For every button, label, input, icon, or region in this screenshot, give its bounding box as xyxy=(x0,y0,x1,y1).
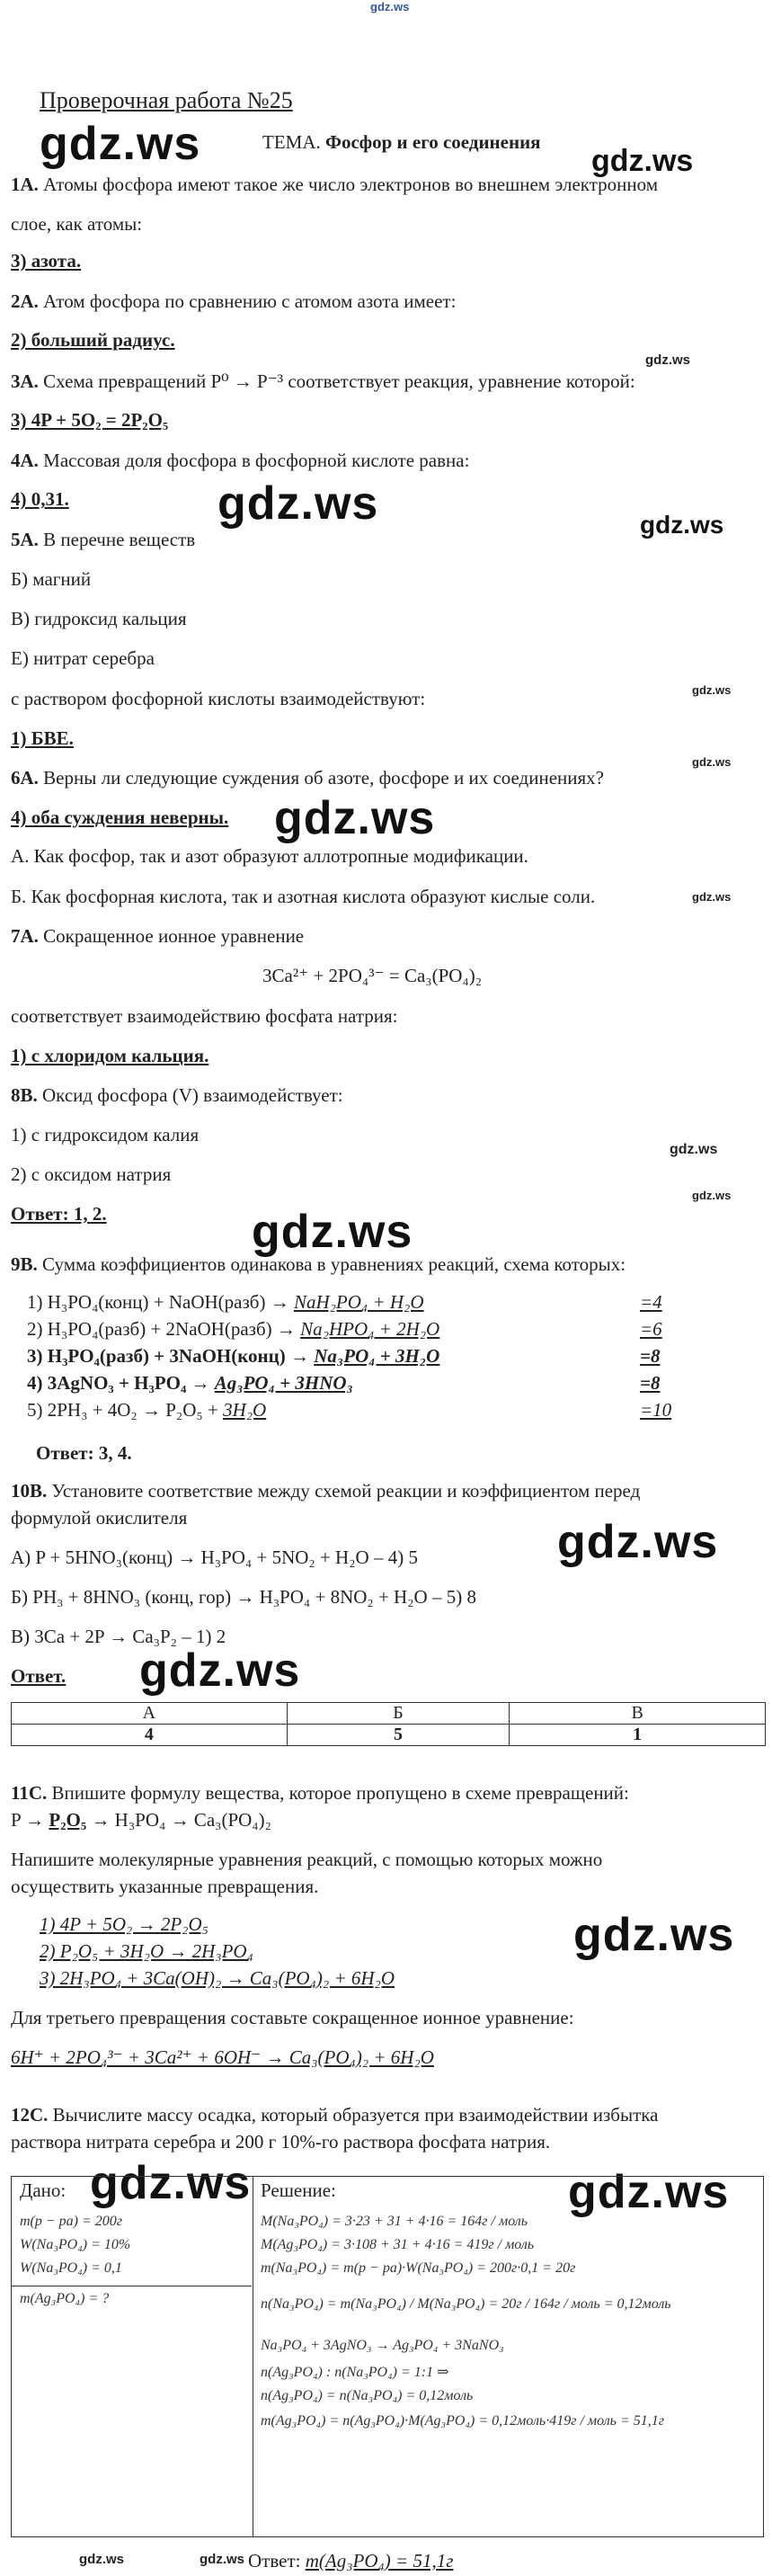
q12-given: m(p − pa) = 200г xyxy=(20,2214,123,2229)
q6-text: 6А. Верны ли следующие суждения об азоте, фосфоре и их соединениях? xyxy=(11,767,604,789)
q12-solution-line: M(Ag₃PO₄) = 3·108 + 31 + 4·16 = 419г / моль xyxy=(261,2237,535,2252)
q12-solution-line: m(Na₃PO₄) = m(p − pa)·W(Na₃PO₄) = 200г·0,1 = 20г xyxy=(261,2260,576,2276)
q9-row: 4) 3AgNO₃ + H₃PO₄ → Ag₃PO₄ + 3HNO₃ xyxy=(27,1372,353,1394)
q11-ionic: 6H⁺ + 2PO₄³⁻ + 3Ca²⁺ + 6OH⁻ → Ca₃(PO₄)₂ + 6H₂O xyxy=(11,2046,434,2068)
watermark-17: gdz.ws xyxy=(568,2166,730,2218)
watermark-19: gdz.ws xyxy=(200,2552,245,2567)
q12-solution-line: n(Ag₃PO₄) : n(Na₃PO₄) = 1:1 ⇒ xyxy=(261,2365,449,2380)
q1-text2: слое, как атомы: xyxy=(11,213,143,235)
q5-item: Е) нитрат серебра xyxy=(11,647,155,669)
table-cell: 4 xyxy=(12,1725,288,1746)
q9-sum: =10 xyxy=(640,1399,672,1421)
watermark-top: gdz.ws xyxy=(370,0,410,13)
q10-line: А) P + 5HNO₃(конц) → H₃PO₄ + 5NO₂ + H₂O – 4) 5 xyxy=(11,1546,418,1568)
q11-text1: 11С. Впишите формулу вещества, которое пропущено в схеме превращений: xyxy=(11,1782,629,1804)
q4-text: 4А. Массовая доля фосфора в фосфорной кислоте равна: xyxy=(11,450,470,471)
q6-answer: 4) оба суждения неверны. xyxy=(11,807,229,828)
page-title: Проверочная работа №25 xyxy=(40,87,293,113)
q12-solution-line: n(Ag₃PO₄) = n(Na₃PO₄) = 0,12моль xyxy=(261,2388,474,2403)
q12-answer: Ответ: m(Ag₃PO₄) = 51,1г xyxy=(248,2550,454,2572)
table-head-cell: А xyxy=(12,1703,288,1725)
q3-text: 3А. Схема превращений P⁰ → P⁻³ соответствует реакция, уравнение которой: xyxy=(11,370,635,392)
q11-text2: Напишите молекулярные уравнения реакций, с помощью которых можно xyxy=(11,1849,603,1870)
q10-answer-table xyxy=(11,1702,766,1746)
q11-eq: 1) 4P + 5O₂ → 2P₂O₅ xyxy=(40,1913,209,1935)
watermark-13: gdz.ws xyxy=(557,1516,719,1568)
table-cell: 1 xyxy=(510,1725,766,1746)
q12-given: W(Na₃PO₄) = 10% xyxy=(20,2237,131,2252)
q5-item: Б) магний xyxy=(11,568,92,590)
q6-a: А. Как фосфор, так и азот образуют аллотропные модификации. xyxy=(11,845,528,867)
q11-eq: 2) P₂O₅ + 3H₂O → 2H₃PO₄ xyxy=(40,1940,253,1962)
q11-text3: осуществить указанные превращения. xyxy=(11,1876,319,1897)
q10-text1: 10В. Установите соответствие между схемой реакции и коэффициентом перед xyxy=(11,1480,641,1502)
q11-eq: 3) 2H₃PO₄ + 3Ca(OH)₂ → Ca₃(PO₄)₂ + 6H₂O xyxy=(40,1967,395,1989)
q9-sum: =6 xyxy=(640,1318,662,1340)
q9-sum: =4 xyxy=(640,1291,662,1313)
q1-text1: 1А. Атомы фосфора имеют такое же число электронов во внешнем электронном xyxy=(11,174,659,195)
q9-row: 2) H₃PO₄(разб) + 2NaOH(разб) → Na₂HPO₄ + 2H₂O xyxy=(27,1318,440,1340)
q7-answer: 1) с хлоридом кальция. xyxy=(11,1045,209,1066)
q2-answer: 2) больший радиус. xyxy=(11,329,175,351)
q12-solution-line: Na₃PO₄ + 3AgNO₃ → Ag₃PO₄ + 3NaNO₃ xyxy=(261,2338,504,2353)
q9-sum: =8 xyxy=(640,1345,661,1367)
q9-row: 5) 2PH₃ + 4O₂ → P₂O₅ + 3H₂O xyxy=(27,1399,267,1421)
q4-answer: 4) 0,31. xyxy=(11,488,69,510)
q8-item: 2) с оксидом натрия xyxy=(11,1163,172,1185)
watermark-10: gdz.ws xyxy=(670,1142,718,1157)
q12-solution-line: m(Ag₃PO₄) = n(Ag₃PO₄)·M(Ag₃PO₄) = 0,12моль·419г / моль = 51,1г xyxy=(261,2413,664,2429)
q12-given-label: Дано: xyxy=(20,2179,67,2201)
q12-solution-line: M(Na₃PO₄) = 3·23 + 31 + 4·16 = 164г / моль xyxy=(261,2214,528,2229)
theme xyxy=(262,131,541,154)
theme-text: Фосфор и его соединения xyxy=(325,131,541,153)
q12-solution-label: Решение: xyxy=(261,2179,336,2201)
watermark-7: gdz.ws xyxy=(692,755,732,769)
watermark-3: gdz.ws xyxy=(645,352,691,368)
watermark-12: gdz.ws xyxy=(252,1206,413,1258)
q10-line: Б) PH₃ + 8HNO₃ (конц, гор) → H₃PO₄ + 8NO₂ + H₂O – 5) 8 xyxy=(11,1586,476,1608)
q7-text2: соответствует взаимодействию фосфата натрия: xyxy=(11,1005,398,1027)
watermark-15: gdz.ws xyxy=(573,1909,735,1961)
q9-sum: =8 xyxy=(640,1372,661,1394)
watermark-5: gdz.ws xyxy=(640,511,724,539)
q5-text: 5А. В перечне веществ xyxy=(11,529,196,550)
q9-text: 9В. Сумма коэффициентов одинакова в уравнениях реакций, схема которых: xyxy=(11,1253,626,1275)
q9-answer: Ответ: 3, 4. xyxy=(36,1442,132,1464)
q11-text4: Для третьего превращения составьте сокращенное ионное уравнение: xyxy=(11,2007,574,2028)
watermark-2: gdz.ws xyxy=(591,144,694,178)
watermark-4: gdz.ws xyxy=(217,477,379,530)
q10-answer-label: Ответ. xyxy=(11,1665,67,1687)
q8-text: 8В. Оксид фосфора (V) взаимодействует: xyxy=(11,1084,343,1106)
watermark-16: gdz.ws xyxy=(90,2157,252,2209)
watermark-9: gdz.ws xyxy=(692,890,732,904)
q5-answer: 1) БВЕ. xyxy=(11,727,74,749)
watermark-8: gdz.ws xyxy=(274,792,436,844)
watermark-18: gdz.ws xyxy=(79,2552,125,2567)
q10-text2: формулой окислителя xyxy=(11,1507,188,1529)
q12-text2: раствора нитрата серебра и 200 г 10%-го раствора фосфата натрия. xyxy=(11,2131,551,2153)
q8-answer: Ответ: 1, 2. xyxy=(11,1203,107,1225)
q3-answer: 3) 4P + 5O₂ = 2P₂O₅ xyxy=(11,409,169,431)
table-cell: 5 xyxy=(287,1725,510,1746)
q12-solution-line: n(Na₃PO₄) = m(Na₃PO₄) / M(Na₃PO₄) = 20г / 164г / моль = 0,12моль xyxy=(261,2296,671,2312)
watermark-6: gdz.ws xyxy=(692,683,732,697)
q5-text2: с раствором фосфорной кислоты взаимодействуют: xyxy=(11,688,426,709)
q12-find: m(Ag₃PO₄) = ? xyxy=(20,2291,110,2306)
q7-equation: 3Ca²⁺ + 2PO₄³⁻ = Ca₃(PO₄)₂ xyxy=(262,965,483,986)
q11-chain: P → P₂O₅ → H₃PO₄ → Ca₃(PO₄)₂ xyxy=(11,1809,271,1831)
watermark-14: gdz.ws xyxy=(139,1645,301,1697)
q12-given: W(Na₃PO₄) = 0,1 xyxy=(20,2260,122,2276)
q12-text1: 12С. Вычислите массу осадка, который образуется при взаимодействии избытка xyxy=(11,2104,659,2126)
theme-label: ТЕМА. xyxy=(262,131,321,153)
table-head-cell: Б xyxy=(287,1703,510,1725)
q1-answer: 3) азота. xyxy=(11,250,82,272)
q6-b: Б. Как фосфорная кислота, так и азотная кислота образуют кислые соли. xyxy=(11,886,596,907)
q8-item: 1) с гидроксидом калия xyxy=(11,1124,200,1145)
watermark-1: gdz.ws xyxy=(40,118,201,170)
q10-line: В) 3Ca + 2P → Ca₃P₂ – 1) 2 xyxy=(11,1626,226,1647)
q2-text: 2А. Атом фосфора по сравнению с атомом азота имеет: xyxy=(11,290,457,312)
table-head-cell: В xyxy=(510,1703,766,1725)
q12-given-column xyxy=(11,2176,253,2537)
watermark-11: gdz.ws xyxy=(692,1189,732,1202)
q9-row: 3) H₃PO₄(разб) + 3NaOH(конц) → Na₃PO₄ + 3H₂O xyxy=(27,1345,440,1367)
q9-row: 1) H₃PO₄(конц) + NaOH(разб) → NaH₂PO₄ + H₂O xyxy=(27,1291,424,1313)
q7-text: 7А. Сокращенное ионное уравнение xyxy=(11,925,305,947)
q5-item: В) гидроксид кальция xyxy=(11,608,187,629)
